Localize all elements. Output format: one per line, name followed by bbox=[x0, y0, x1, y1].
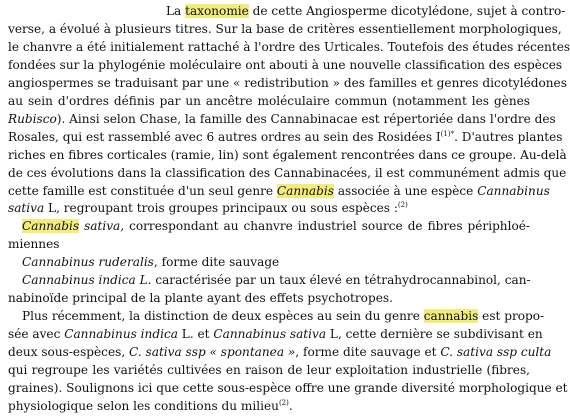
text-run: sativa bbox=[8, 201, 45, 216]
text-line bbox=[8, 200, 530, 217]
text-run: le chanvre a été initialement rattaché à l'ordre des Urticales. Toutefois des études récentes bbox=[8, 39, 570, 54]
highlighted-term: taxonomie bbox=[185, 4, 249, 18]
text-line bbox=[8, 398, 530, 415]
text-line bbox=[8, 39, 570, 56]
text-line bbox=[8, 236, 530, 253]
text-run: sée avec bbox=[8, 327, 65, 342]
text-line bbox=[8, 21, 562, 38]
text-run: Rubisco bbox=[8, 111, 57, 126]
text-run: L. et bbox=[177, 327, 214, 342]
text-run: verse, a évolué à plusieurs titres. Sur la base de critères essentiellement morphologiques, bbox=[8, 21, 562, 36]
text-run: de ces évolutions dans la classification des Cannabinacées, il est communément admis que bbox=[8, 165, 567, 180]
text-run: physiologique selon les conditions du milieu bbox=[8, 398, 279, 413]
text-run: deux sous-espèces, bbox=[8, 345, 130, 360]
highlighted-term: cannabis bbox=[423, 309, 479, 324]
text-run: sativa, bbox=[79, 219, 125, 234]
text-line bbox=[166, 3, 566, 20]
text-run: est propo- bbox=[478, 309, 545, 324]
text-run: Rosales, qui est rassemblé avec 6 autres ordres au sein des Rosidées I bbox=[8, 129, 441, 144]
text-line bbox=[22, 254, 530, 271]
highlighted-term: Cannabis bbox=[22, 219, 80, 234]
text-run: . bbox=[288, 398, 293, 413]
text-run: fondées sur la phylogénie moléculaire ont abouti à une nouvelle classification des espèces bbox=[8, 57, 563, 72]
text-line bbox=[8, 111, 556, 128]
text-run: miennes bbox=[8, 237, 60, 252]
text-run: L, regroupant trois groupes principaux ou sous espèces : bbox=[44, 201, 398, 216]
text-run: C. sativa ssp culta bbox=[440, 345, 552, 360]
footnote-ref: (2) bbox=[397, 201, 408, 210]
text-run: angiospermes se traduisant par une « redistribution » des familles et genres dicotylédones bbox=[8, 75, 567, 90]
text-run: , forme dite sauvage bbox=[153, 255, 280, 270]
text-run: La bbox=[166, 4, 186, 18]
text-line bbox=[22, 218, 530, 235]
text-line bbox=[8, 165, 567, 182]
text-run: Cannabinus ruderalis bbox=[22, 255, 154, 270]
text-line bbox=[22, 308, 545, 325]
text-run: graines). Soulignons ici que cette sous-espèce offre une grande diversité morphologique et bbox=[8, 380, 568, 395]
text-run: correspondant au chanvre industriel source de fibres périphloé- bbox=[124, 219, 530, 234]
text-run: associée à une espèce bbox=[333, 183, 478, 198]
text-line bbox=[8, 290, 530, 307]
text-run: au sein d'ordres définis par un ancêtre moléculaire commun (notamment les gènes bbox=[8, 93, 530, 108]
text-run: Plus récemment, la distinction de deux espèces au sein du genre bbox=[22, 309, 424, 324]
text-run: riches en fibres corticales (ramie, lin) sont également rencontrées dans ce groupe. Au-delà bbox=[8, 147, 567, 162]
text-line bbox=[22, 272, 530, 289]
text-line bbox=[8, 326, 543, 343]
footnote-ref: (2) bbox=[278, 398, 289, 407]
text-run: L, cette dernière se subdivisant en bbox=[326, 327, 543, 342]
text-run: Cannabinus indica bbox=[64, 327, 178, 342]
text-run: Cannabinus sativa bbox=[213, 327, 327, 342]
text-line bbox=[8, 362, 530, 379]
text-line bbox=[8, 344, 552, 361]
text-run: qui regroupe les variétés cultivées en raison de leur exploitation industrielle (fibres, bbox=[8, 363, 530, 377]
text-run: . D'autres plantes bbox=[454, 129, 563, 144]
text-run: de cette Angiosperme dicotylédone, sujet à contro- bbox=[248, 4, 566, 18]
text-line bbox=[8, 147, 567, 164]
text-line bbox=[8, 93, 530, 110]
highlighted-term: Cannabis bbox=[276, 183, 334, 198]
text-line bbox=[8, 380, 568, 397]
text-run: ). Ainsi selon Chase, la famille des Cannabinacae est répertoriée dans l'ordre des bbox=[56, 111, 556, 126]
text-run: nabinoïde principal de la plante ayant des effets psychotropes. bbox=[8, 291, 393, 306]
text-run: , forme dite sauvage et bbox=[295, 345, 441, 360]
text-run: Cannabinus indica L. bbox=[22, 273, 152, 288]
text-line bbox=[8, 129, 563, 146]
text-line bbox=[8, 57, 563, 74]
text-run: caractérisée par un taux élevé en tétrahydrocannabinol, can- bbox=[151, 273, 531, 288]
text-line bbox=[8, 75, 567, 92]
footnote-ref: (1)* bbox=[440, 129, 455, 138]
text-run: cette famille est constituée d'un seul genre bbox=[8, 183, 277, 198]
text-run: C. sativa ssp « spontanea » bbox=[129, 345, 296, 360]
text-line bbox=[8, 183, 550, 200]
text-run: Cannabinus bbox=[477, 183, 550, 198]
